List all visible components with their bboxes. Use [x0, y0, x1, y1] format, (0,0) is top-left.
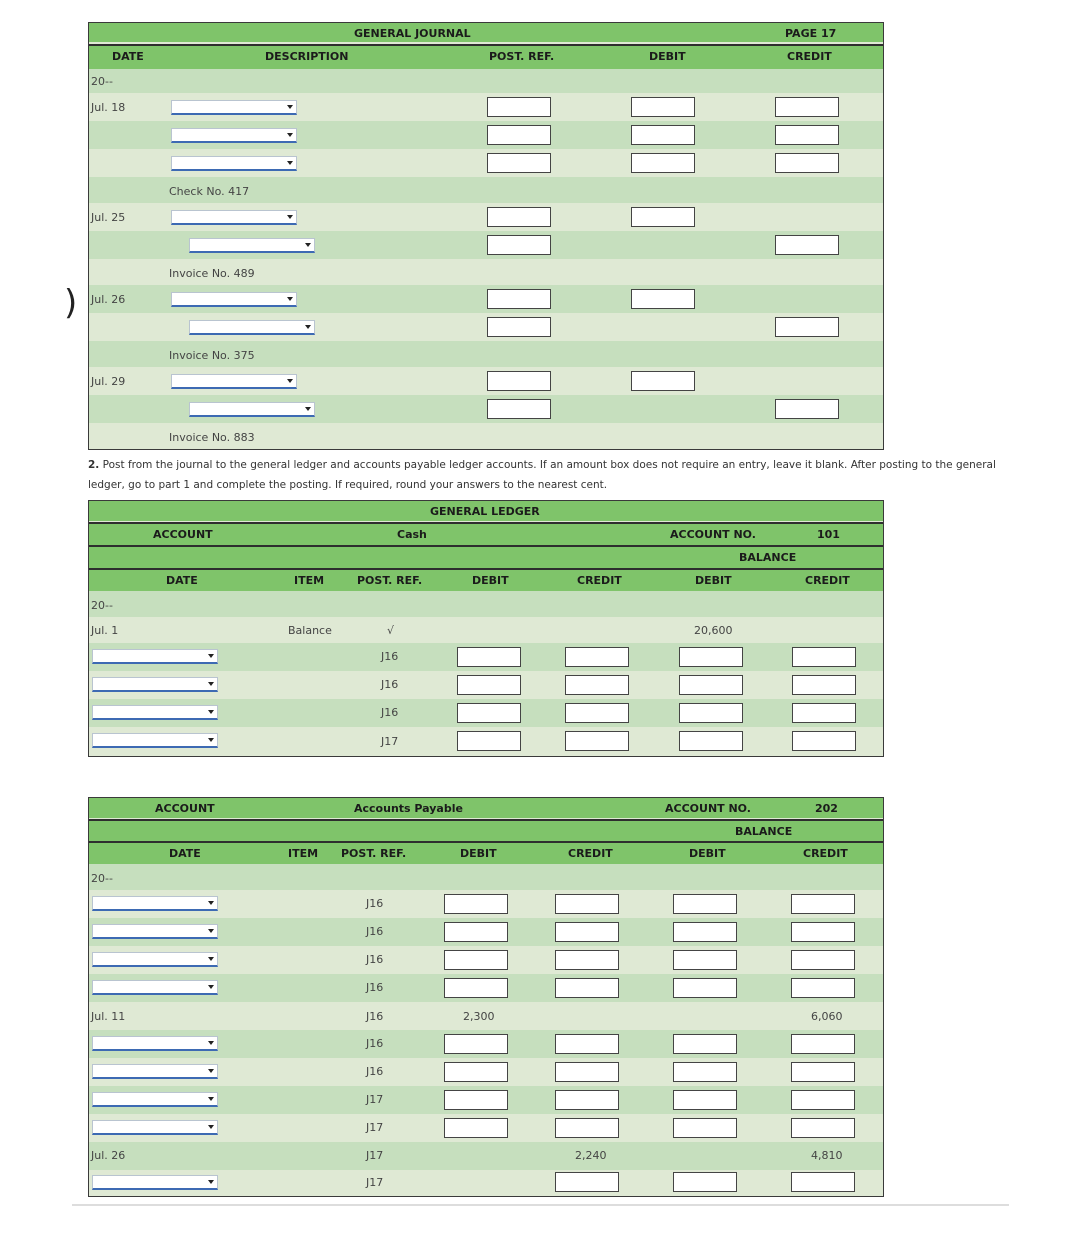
instruction-number: 2.	[88, 459, 100, 471]
account-no: 202	[815, 802, 838, 815]
ledger-post-ref: J16	[381, 706, 399, 719]
credit-input[interactable]	[555, 1034, 619, 1054]
date-dropdown[interactable]	[92, 649, 218, 664]
journal-row	[89, 203, 883, 231]
account-label: ACCOUNT	[153, 528, 213, 541]
ledger-post-ref: J17	[366, 1176, 384, 1189]
debit-input[interactable]	[444, 1062, 508, 1082]
account-dropdown[interactable]	[171, 156, 297, 171]
journal-title-bar	[89, 23, 883, 42]
balance-debit-input[interactable]	[679, 731, 743, 751]
journal-header-row	[89, 44, 883, 70]
balance-credit-input[interactable]	[791, 1172, 855, 1192]
balance-credit-input[interactable]	[791, 1034, 855, 1054]
balance-header-row	[89, 545, 883, 569]
ledger-item: Balance	[288, 624, 332, 637]
ledger-post-ref: J16	[381, 678, 399, 691]
debit-input[interactable]	[457, 675, 521, 695]
page-divider	[72, 1204, 1009, 1206]
ledger-year-row	[89, 591, 883, 617]
post-ref-input[interactable]	[487, 97, 551, 117]
ledger-post-ref: J16	[366, 897, 384, 910]
ledger-row	[89, 890, 883, 918]
account-dropdown[interactable]	[189, 320, 315, 335]
credit-input[interactable]	[555, 1062, 619, 1082]
col-debit: DEBIT	[460, 847, 497, 860]
date-dropdown[interactable]	[92, 924, 218, 939]
credit-input[interactable]	[555, 978, 619, 998]
credit-input[interactable]	[555, 1172, 619, 1192]
debit-input[interactable]	[444, 894, 508, 914]
col-post-ref: POST. REF.	[357, 574, 423, 587]
debit-input[interactable]	[631, 371, 695, 391]
ledger-credit: 2,240	[575, 1149, 607, 1162]
ledger-year: 20--	[91, 872, 113, 885]
ledger-date: Jul. 11	[91, 1010, 126, 1023]
journal-date: Jul. 26	[91, 293, 126, 306]
balance-debit-input[interactable]	[673, 978, 737, 998]
post-ref-input[interactable]	[487, 235, 551, 255]
credit-input[interactable]	[555, 894, 619, 914]
balance-credit-input[interactable]	[791, 894, 855, 914]
ledger-post-ref: J17	[381, 735, 399, 748]
balance-debit-input[interactable]	[673, 894, 737, 914]
ledger-date: Jul. 1	[91, 624, 119, 637]
ledger-balance-debit: 20,600	[694, 624, 733, 637]
post-ref-input[interactable]	[487, 399, 551, 419]
journal-note: Invoice No. 883	[169, 431, 255, 444]
ledger-title: GENERAL LEDGER	[430, 505, 540, 518]
col-date: DATE	[166, 574, 198, 587]
ledger-date: Jul. 26	[91, 1149, 126, 1162]
journal-col-description: DESCRIPTION	[265, 50, 349, 63]
ledger-row	[89, 643, 883, 671]
ledger-column-header	[89, 568, 883, 592]
journal-row	[89, 285, 883, 313]
journal-note-row	[89, 423, 883, 449]
date-dropdown[interactable]	[92, 1092, 218, 1107]
ledger-post-ref: J17	[366, 1149, 384, 1162]
debit-input[interactable]	[631, 207, 695, 227]
post-ref-input[interactable]	[487, 207, 551, 227]
credit-input[interactable]	[775, 399, 839, 419]
journal-row	[89, 313, 883, 341]
credit-input[interactable]	[565, 731, 629, 751]
ledger-row	[89, 671, 883, 699]
balance-credit-input[interactable]	[792, 675, 856, 695]
credit-input[interactable]	[565, 647, 629, 667]
ledger-ap-table	[88, 797, 884, 1197]
credit-input[interactable]	[555, 950, 619, 970]
debit-input[interactable]	[444, 922, 508, 942]
balance-debit-input[interactable]	[673, 1090, 737, 1110]
date-dropdown[interactable]	[92, 896, 218, 911]
col-balance-debit: DEBIT	[695, 574, 732, 587]
ledger-year-row	[89, 864, 883, 890]
ledger-row	[89, 1114, 883, 1142]
journal-row	[89, 121, 883, 149]
account-dropdown[interactable]	[171, 292, 297, 307]
post-ref-input[interactable]	[487, 153, 551, 173]
credit-input[interactable]	[775, 97, 839, 117]
balance-debit-input[interactable]	[673, 1034, 737, 1054]
credit-input[interactable]	[555, 1118, 619, 1138]
balance-credit-input[interactable]	[791, 950, 855, 970]
ledger-post-ref: J16	[366, 1037, 384, 1050]
ledger-balance-credit: 4,810	[811, 1149, 843, 1162]
debit-input[interactable]	[457, 703, 521, 723]
col-item: ITEM	[294, 574, 325, 587]
balance-debit-input[interactable]	[679, 703, 743, 723]
journal-note: Invoice No. 489	[169, 267, 255, 280]
instruction-text	[88, 455, 1018, 495]
ledger-post-ref: J16	[366, 1010, 384, 1023]
ledger-post-ref: J17	[366, 1093, 384, 1106]
journal-row	[89, 367, 883, 395]
ledger-row	[89, 1142, 883, 1170]
debit-input[interactable]	[444, 978, 508, 998]
ledger-row	[89, 617, 883, 643]
date-dropdown[interactable]	[92, 1036, 218, 1051]
journal-date: Jul. 18	[91, 101, 126, 114]
post-ref-input[interactable]	[487, 317, 551, 337]
ledger-row	[89, 1030, 883, 1058]
col-post-ref: POST. REF.	[341, 847, 407, 860]
credit-input[interactable]	[555, 922, 619, 942]
account-name: Accounts Payable	[354, 802, 463, 815]
credit-input[interactable]	[775, 317, 839, 337]
balance-debit-input[interactable]	[679, 647, 743, 667]
debit-input[interactable]	[631, 97, 695, 117]
ledger-balance-credit: 6,060	[811, 1010, 843, 1023]
account-no-label: ACCOUNT NO.	[665, 802, 751, 815]
ledger-post-ref: J16	[366, 981, 384, 994]
ledger-post-ref: √	[387, 624, 395, 637]
journal-col-credit: CREDIT	[787, 50, 832, 63]
balance-credit-input[interactable]	[791, 922, 855, 942]
account-no: 101	[817, 528, 840, 541]
journal-col-post-ref: POST. REF.	[489, 50, 555, 63]
journal-col-date: DATE	[112, 50, 144, 63]
ledger-title-bar	[89, 501, 883, 521]
date-dropdown[interactable]	[92, 733, 218, 748]
date-dropdown[interactable]	[92, 677, 218, 692]
balance-credit-input[interactable]	[791, 1118, 855, 1138]
debit-input[interactable]	[444, 1118, 508, 1138]
ledger-row	[89, 727, 883, 756]
account-label: ACCOUNT	[155, 802, 215, 815]
ledger-post-ref: J17	[366, 1121, 384, 1134]
ledger-row	[89, 1002, 883, 1030]
ledger-account-row	[89, 798, 883, 818]
credit-input[interactable]	[555, 1090, 619, 1110]
post-ref-input[interactable]	[487, 371, 551, 391]
credit-input[interactable]	[565, 675, 629, 695]
credit-input[interactable]	[775, 153, 839, 173]
journal-title: GENERAL JOURNAL	[354, 27, 471, 40]
debit-input[interactable]	[457, 647, 521, 667]
balance-label: BALANCE	[739, 551, 797, 564]
ledger-row	[89, 1058, 883, 1086]
balance-credit-input[interactable]	[791, 1090, 855, 1110]
credit-input[interactable]	[775, 125, 839, 145]
date-dropdown[interactable]	[92, 1064, 218, 1079]
ledger-post-ref: J16	[366, 925, 384, 938]
balance-debit-input[interactable]	[673, 1172, 737, 1192]
balance-credit-input[interactable]	[791, 978, 855, 998]
account-dropdown[interactable]	[189, 238, 315, 253]
date-dropdown[interactable]	[92, 705, 218, 720]
debit-input[interactable]	[631, 125, 695, 145]
debit-input[interactable]	[444, 1090, 508, 1110]
ledger-row	[89, 1170, 883, 1196]
ledger-row	[89, 946, 883, 974]
ledger-row	[89, 974, 883, 1002]
account-dropdown[interactable]	[171, 128, 297, 143]
credit-input[interactable]	[565, 703, 629, 723]
balance-debit-input[interactable]	[673, 922, 737, 942]
journal-row	[89, 395, 883, 423]
balance-credit-input[interactable]	[792, 731, 856, 751]
credit-input[interactable]	[775, 235, 839, 255]
journal-note: Invoice No. 375	[169, 349, 255, 362]
ledger-post-ref: J16	[366, 953, 384, 966]
journal-year-row	[89, 69, 883, 93]
ledger-post-ref: J16	[381, 650, 399, 663]
balance-debit-input[interactable]	[679, 675, 743, 695]
balance-header-row	[89, 819, 883, 842]
debit-input[interactable]	[444, 1034, 508, 1054]
journal-row	[89, 149, 883, 177]
account-dropdown[interactable]	[171, 210, 297, 225]
balance-label: BALANCE	[735, 825, 793, 838]
balance-credit-input[interactable]	[791, 1062, 855, 1082]
date-dropdown[interactable]	[92, 1120, 218, 1135]
journal-row	[89, 93, 883, 121]
instruction-body: Post from the journal to the general ledger and accounts payable ledger accounts. If an amount box does not require an entry, leave it blank. After posting to the general ledger, go to part 1 and complete the posting. If required, round your answers to the nearest cent.	[88, 459, 996, 491]
ledger-row	[89, 1086, 883, 1114]
ledger-row	[89, 918, 883, 946]
debit-input[interactable]	[444, 950, 508, 970]
account-name: Cash	[397, 528, 427, 541]
col-balance-credit: CREDIT	[803, 847, 848, 860]
balance-debit-input[interactable]	[673, 1062, 737, 1082]
col-date: DATE	[169, 847, 201, 860]
post-ref-input[interactable]	[487, 289, 551, 309]
account-dropdown[interactable]	[171, 374, 297, 389]
journal-year: 20--	[91, 75, 113, 88]
balance-debit-input[interactable]	[673, 950, 737, 970]
col-balance-debit: DEBIT	[689, 847, 726, 860]
ledger-debit: 2,300	[463, 1010, 495, 1023]
date-dropdown[interactable]	[92, 980, 218, 995]
debit-input[interactable]	[631, 153, 695, 173]
col-item: ITEM	[288, 847, 319, 860]
account-no-label: ACCOUNT NO.	[670, 528, 756, 541]
journal-page: PAGE 17	[785, 27, 837, 40]
col-balance-credit: CREDIT	[805, 574, 850, 587]
journal-date: Jul. 25	[91, 211, 126, 224]
ledger-year: 20--	[91, 599, 113, 612]
account-dropdown[interactable]	[171, 100, 297, 115]
journal-row	[89, 231, 883, 259]
journal-col-debit: DEBIT	[649, 50, 686, 63]
ledger-account-row	[89, 522, 883, 546]
ledger-cash-table	[88, 500, 884, 757]
col-debit: DEBIT	[472, 574, 509, 587]
journal-note-row	[89, 177, 883, 203]
ledger-post-ref: J16	[366, 1065, 384, 1078]
balance-debit-input[interactable]	[673, 1118, 737, 1138]
journal-note: Check No. 417	[169, 185, 250, 198]
ledger-row	[89, 699, 883, 727]
balance-credit-input[interactable]	[792, 703, 856, 723]
journal-note-row	[89, 341, 883, 367]
account-dropdown[interactable]	[189, 402, 315, 417]
col-credit: CREDIT	[568, 847, 613, 860]
journal-note-row	[89, 259, 883, 285]
date-dropdown[interactable]	[92, 952, 218, 967]
journal-date: Jul. 29	[91, 375, 126, 388]
general-journal-table	[88, 22, 884, 450]
debit-input[interactable]	[457, 731, 521, 751]
ledger-column-header	[89, 841, 883, 865]
col-credit: CREDIT	[577, 574, 622, 587]
bracket-mark: )	[64, 283, 78, 323]
debit-input[interactable]	[631, 289, 695, 309]
date-dropdown[interactable]	[92, 1175, 218, 1190]
balance-credit-input[interactable]	[792, 647, 856, 667]
post-ref-input[interactable]	[487, 125, 551, 145]
